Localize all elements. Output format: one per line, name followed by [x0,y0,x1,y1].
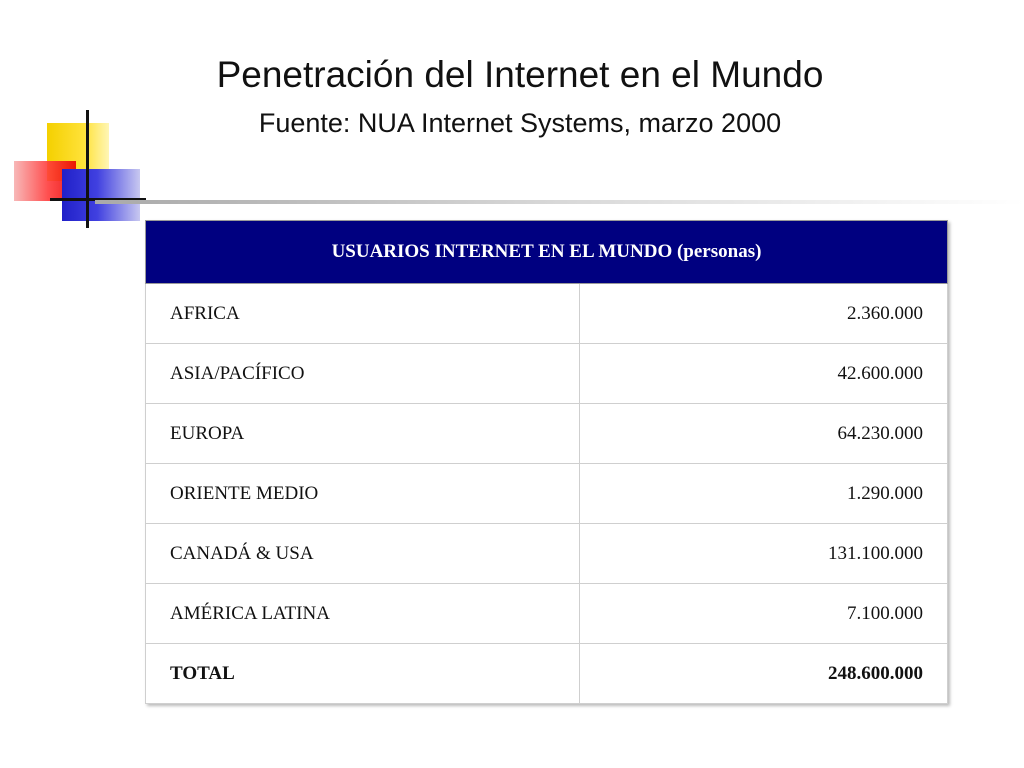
users-cell: 7.100.000 [580,584,948,644]
users-cell: 42.600.000 [580,344,948,404]
table-row [146,344,948,404]
internet-users-table [145,220,948,704]
region-cell: ORIENTE MEDIO [146,464,580,524]
total-label-cell: TOTAL [146,644,580,704]
table-row [146,404,948,464]
table-header-row [146,221,948,284]
table-row [146,464,948,524]
table-row [146,584,948,644]
region-cell: CANADÁ & USA [146,524,580,584]
users-cell: 2.360.000 [580,284,948,344]
table-header: USUARIOS INTERNET EN EL MUNDO (personas) [146,221,948,284]
table-row [146,284,948,344]
total-value-cell: 248.600.000 [580,644,948,704]
region-cell: EUROPA [146,404,580,464]
slide-subtitle: Fuente: NUA Internet Systems, marzo 2000 [258,108,782,138]
users-cell: 131.100.000 [580,524,948,584]
title-underline-rule [95,200,1024,204]
table-row [146,524,948,584]
total-row [146,644,948,704]
slide-title: Penetración del Internet en el Mundo [216,54,824,95]
decorative-blue-square [62,169,140,221]
region-cell: ASIA/PACÍFICO [146,344,580,404]
users-cell: 1.290.000 [580,464,948,524]
region-cell: AMÉRICA LATINA [146,584,580,644]
region-cell: AFRICA [146,284,580,344]
users-cell: 64.230.000 [580,404,948,464]
